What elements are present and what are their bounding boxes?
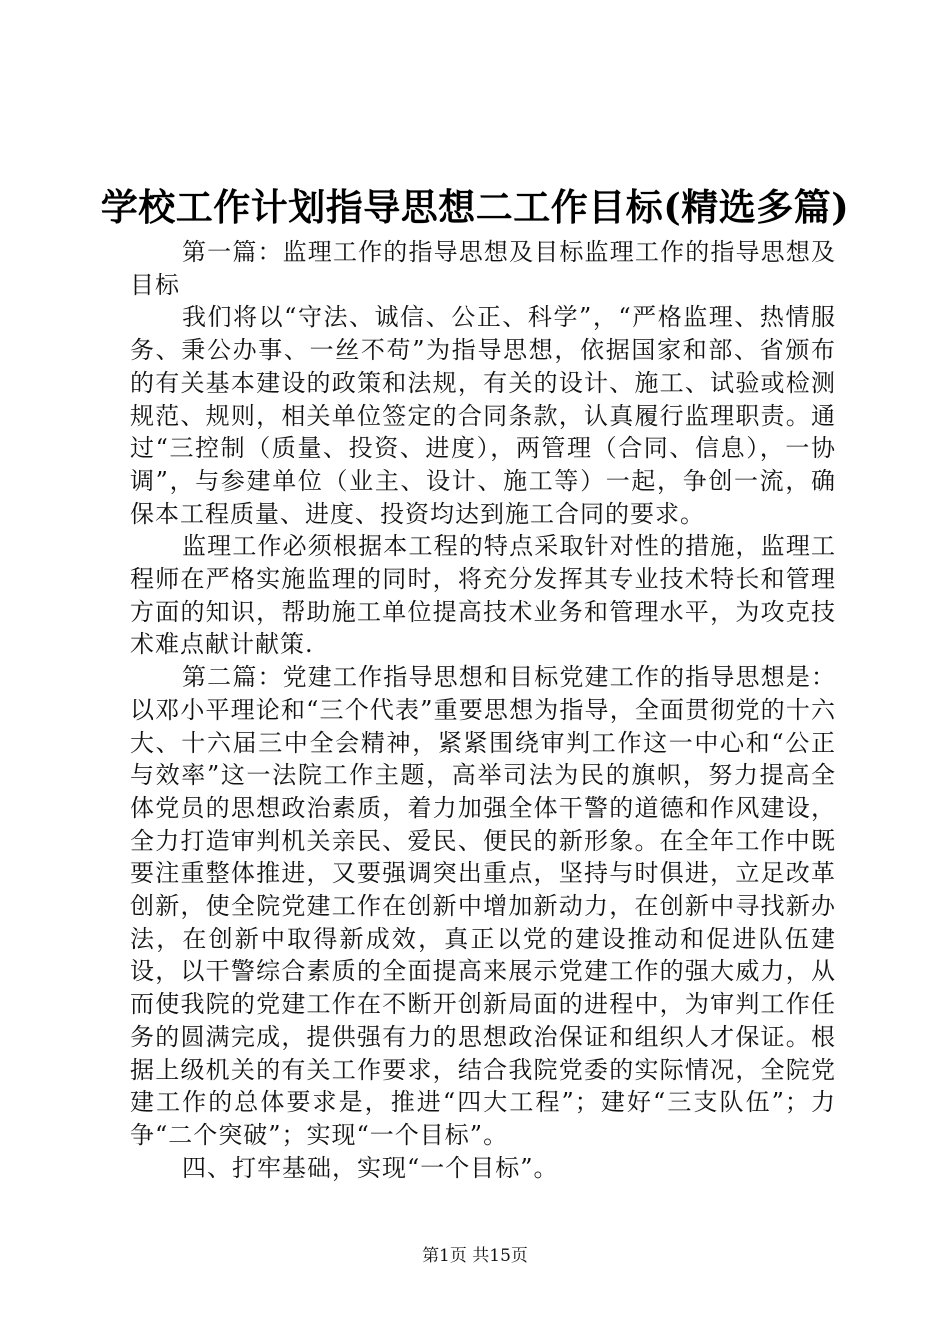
paragraph-supervision-principles: 我们将以“守法、诚信、公正、科学”，“严格监理、热情服务、秉公办事、一丝不苟”为指导思想，依据国家和部、省颁布的有关基本建设的政策和法规，有关的设计、施工、试验或检测规范、规则，相关单位签定的合同条款，认真履行监理职责。通过“三控制（质量、投资、进度），两管理（合同、信息），一协调”，与参建单位（业主、设计、施工等）一起，争创一流，确保本工程质量、进度、投资均达到施工合同的要求。 bbox=[130, 303, 836, 528]
document-body bbox=[130, 236, 836, 1184]
paragraph-section-four: 四、打牢基础，实现“一个目标”。 bbox=[182, 1153, 559, 1182]
document-title: 学校工作计划指导思想二工作目标(精选多篇) bbox=[100, 185, 850, 229]
paragraph-party-building: 第二篇：党建工作指导思想和目标党建工作的指导思想是：以邓小平理论和“三个代表”重要思想为指导，全面贯彻党的十六大、十六届三中全会精神，紧紧围绕审判工作这一中心和“公正与效率”这一法院工作主题，高举司法为民的旗帜，努力提高全体党员的思想政治素质，着力加强全体干警的道德和作风建设，全力打造审判机关亲民、爱民、便民的新形象。在全年工作中既要注重整体推进，又要强调突出重点，坚持与时俱进，立足改革创新，使全院党建工作在创新中增加新动力，在创新中寻找新办法，在创新中取得新成效，真正以党的建设推动和促进队伍建设，以干警综合素质的全面提高来展示党建工作的强大威力，从而使我院的党建工作在不断开创新局面的进程中，为审判工作任务的圆满完成，提供强有力的思想政治保证和组织人才保证。根据上级机关的有关工作要求，结合我院党委的实际情况，全院党建工作的总体要求是，推进“四大工程”；建好“三支队伍”；力争“二个突破”；实现“一个目标”。 bbox=[130, 663, 836, 1149]
page-number-footer: 第1页 共15页 bbox=[422, 1246, 528, 1266]
paragraph-part-one-heading: 第一篇：监理工作的指导思想及目标监理工作的指导思想及目标 bbox=[130, 238, 836, 299]
paragraph-supervision-measures: 监理工作必须根据本工程的特点采取针对性的措施，监理工程师在严格实施监理的同时，将充分发挥其专业技术特长和管理方面的知识，帮助施工单位提高技术业务和管理水平，为攻克技术难点献计献策. bbox=[130, 532, 836, 659]
